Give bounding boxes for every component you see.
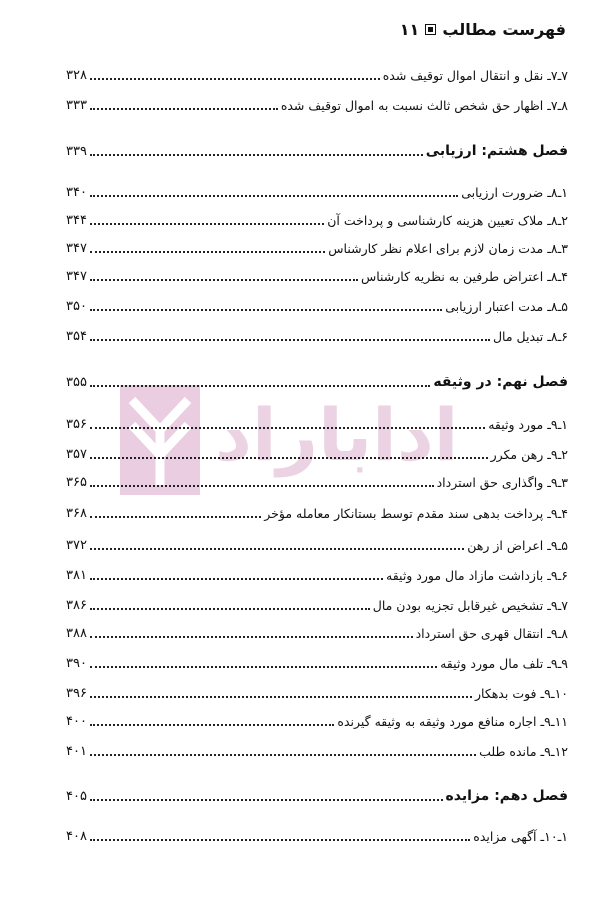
toc-entry-label: ۱ـ۱۰ـ آگهی مزایده: [473, 828, 568, 844]
toc-entry-row: [66, 414, 568, 434]
dot-leader: [90, 194, 458, 197]
toc-entry-label: ۶ـ۹ـ بازداشت مازاد مال مورد وثیقه: [386, 567, 568, 583]
toc-entry-row: [66, 711, 568, 731]
toc-entry-label: ۶ـ۸ـ تبدیل مال: [492, 328, 568, 344]
toc-page-number: ۳۸۶: [66, 597, 87, 613]
dot-leader: [90, 77, 380, 80]
dot-leader: [90, 484, 434, 487]
toc-page-number: ۳۴۴: [66, 212, 87, 228]
toc-entry-row: [66, 595, 568, 615]
toc-entry-label: ۵ـ۸ـ مدت اعتبار ارزیابی: [445, 298, 568, 314]
toc-entry-row: [66, 65, 568, 85]
toc-entry-row: [66, 565, 568, 585]
toc-chapter-row: [66, 141, 568, 161]
dot-leader: [90, 753, 476, 756]
toc-entry-row: [66, 95, 568, 115]
toc-entry-label: ۸ـ۹ـ انتقال قهری حق استرداد: [415, 625, 568, 641]
toc-page-number: ۳۵۰: [66, 298, 87, 314]
toc-page-number: ۴۰۸: [66, 828, 87, 844]
toc-page-number: ۴۰۱: [66, 743, 87, 759]
toc-entry-label: ۲ـ۹ـ رهن مکرر: [490, 446, 568, 462]
toc-entry-label: ۳ـ۸ـ مدت زمان لازم برای اعلام نظر کارشناس: [328, 240, 568, 256]
toc-chapter-row: [66, 372, 568, 392]
toc-page-number: ۳۸۸: [66, 625, 87, 641]
toc-entry-row: [66, 741, 568, 761]
toc-page-number: ۳۵۴: [66, 328, 87, 344]
toc-page-number: ۴۰۵: [66, 788, 87, 804]
dot-leader: [90, 153, 423, 156]
dot-leader: [90, 338, 490, 341]
toc-entry-row: [66, 623, 568, 643]
dot-leader: [90, 695, 472, 698]
toc-entry-row: [66, 182, 568, 202]
toc-entry-label: ۲ـ۸ـ ملاک تعیین هزینه کارشناسی و پرداخت آن: [327, 212, 568, 228]
toc-page-number: ۳۹۰: [66, 655, 87, 671]
toc-entry-label: فصل نهم: در وثیقه: [433, 374, 568, 390]
toc-chapter-row: [66, 786, 568, 806]
dot-leader: [90, 515, 261, 518]
toc-page-number: ۳۸۱: [66, 567, 87, 583]
toc-entry-label: ۹ـ۹ـ تلف مال مورد وثیقه: [440, 655, 568, 671]
toc-page-number: ۳۹۶: [66, 685, 87, 701]
toc-page-number: ۳۶۸: [66, 505, 87, 521]
toc-page-number: ۳۴۷: [66, 240, 87, 256]
toc-entry-label: ۱۱ـ۹ـ اجاره منافع مورد وثیقه به وثیقه گیرنده: [337, 713, 568, 729]
dot-leader: [90, 547, 464, 550]
toc-page-number: ۳۳۳: [66, 97, 87, 113]
toc-page-number: ۳۶۵: [66, 474, 87, 490]
dot-leader: [90, 308, 442, 311]
toc-entry-row: [66, 266, 568, 286]
square-bullet-icon: [425, 24, 436, 35]
watermark-text: اداباراد: [215, 393, 459, 477]
toc-entry-row: [66, 535, 568, 555]
toc-entry-row: [66, 326, 568, 346]
toc-entry-row: [66, 503, 568, 523]
toc-entry-row: [66, 210, 568, 230]
dot-leader: [90, 607, 370, 610]
toc-page-number: ۳۵۷: [66, 446, 87, 462]
dot-leader: [90, 426, 485, 429]
dot-leader: [90, 665, 437, 668]
toc-page-number: ۳۴۰: [66, 184, 87, 200]
dot-leader: [90, 222, 324, 225]
header-page-number: ۱۱: [399, 20, 420, 39]
header-title: فهرست مطالب: [442, 20, 566, 39]
toc-entry-label: ۱۲ـ۹ـ مانده طلب: [479, 743, 568, 759]
dot-leader: [90, 107, 278, 110]
toc-entry-label: ۱ـ۸ـ ضرورت ارزیابی: [461, 184, 568, 200]
toc-page-number: ۳۵۶: [66, 416, 87, 432]
toc-entry-label: ۷ـ۷ـ نقل و انتقال اموال توقیف شده: [382, 67, 568, 83]
dot-leader: [90, 798, 443, 801]
toc-page-number: ۳۲۸: [66, 67, 87, 83]
toc-entry-row: [66, 472, 568, 492]
toc-entry-label: ۴ـ۸ـ اعتراض طرفین به نظریه کارشناس: [360, 268, 568, 284]
toc-entry-label: ۷ـ۹ـ تشخیص غیرقابل تجزیه بودن مال: [372, 597, 568, 613]
toc-entry-label: ۴ـ۹ـ پرداخت بدهی سند مقدم توسط بستانکار معامله مؤخر: [264, 505, 568, 521]
toc-entry-label: فصل دهم: مزایده: [445, 788, 568, 804]
toc-page-number: ۳۴۷: [66, 268, 87, 284]
toc-entry-row: [66, 826, 568, 846]
dot-leader: [90, 384, 430, 387]
dot-leader: [90, 577, 383, 580]
dot-leader: [90, 838, 470, 841]
dot-leader: [90, 250, 325, 253]
dot-leader: [90, 456, 488, 459]
toc-entry-label: ۳ـ۹ـ واگذاری حق استرداد: [436, 474, 568, 490]
toc-page-number: ۳۵۵: [66, 374, 87, 390]
toc-entry-row: [66, 444, 568, 464]
toc-entry-label: ۱ـ۹ـ مورد وثیقه: [488, 416, 568, 432]
toc-page-number: ۳۳۹: [66, 143, 87, 159]
toc-entry-label: ۱۰ـ۹ـ فوت بدهکار: [474, 685, 568, 701]
dot-leader: [90, 635, 413, 638]
toc-entry-row: [66, 653, 568, 673]
dot-leader: [90, 278, 358, 281]
toc-entry-row: [66, 238, 568, 258]
toc-page-number: ۴۰۰: [66, 713, 87, 729]
toc-entry-label: فصل هشتم: ارزیابی: [425, 143, 568, 159]
toc-entry-label: ۸ـ۷ـ اظهار حق شخص ثالث نسبت به اموال توقیف شده: [280, 97, 568, 113]
page-header: [400, 20, 566, 39]
toc-page-number: ۳۷۲: [66, 537, 87, 553]
toc-entry-row: [66, 296, 568, 316]
toc-entry-row: [66, 683, 568, 703]
toc-entry-label: ۵ـ۹ـ اعراض از رهن: [467, 537, 568, 553]
dot-leader: [90, 723, 334, 726]
